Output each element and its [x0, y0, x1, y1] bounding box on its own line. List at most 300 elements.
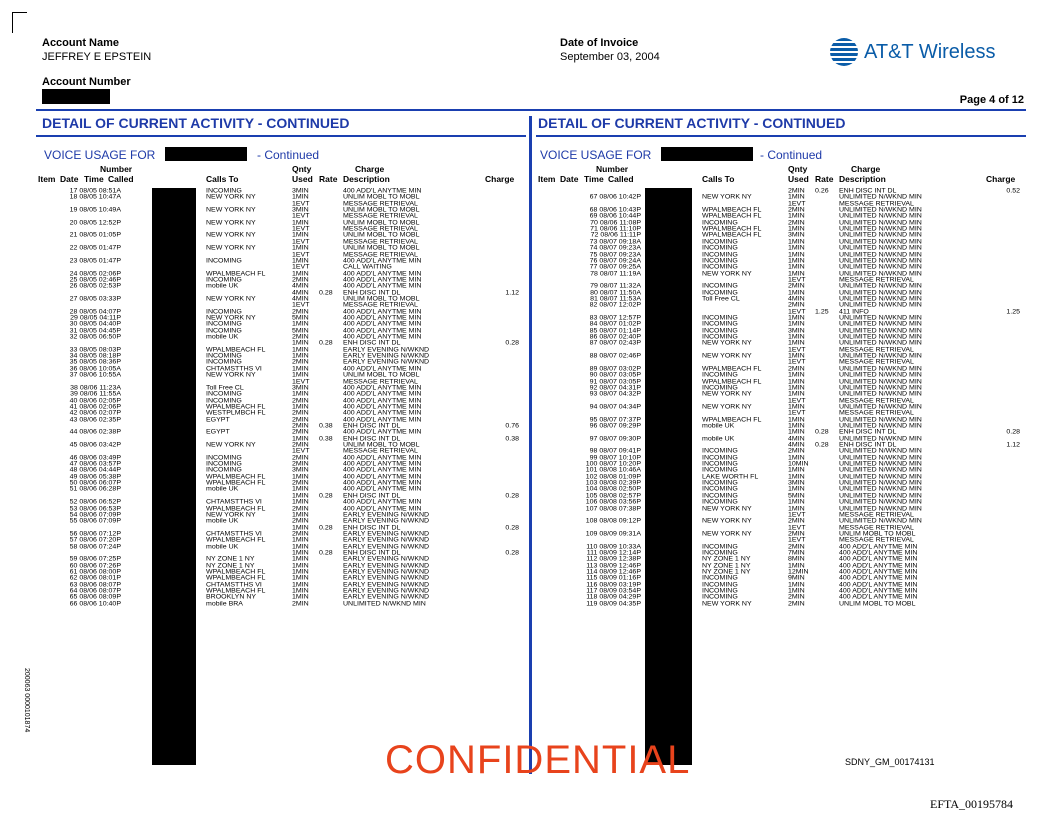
cell-description: UNLIMITED N/WKND MIN: [839, 505, 922, 513]
att-globe-icon: [830, 38, 858, 66]
cell-calls-to: NY ZONE 1 NY: [702, 556, 751, 563]
usage-row: [496, 373, 1026, 379]
cell-used: 2MIN: [292, 334, 309, 341]
cell-description: 400 ADD'L ANYTME MIN: [343, 499, 422, 506]
cell-used: 1EVT: [788, 346, 806, 354]
usage-row: [496, 214, 1026, 220]
cell-used: 1MIN: [292, 372, 309, 379]
cell-calls-to: mobile UK: [702, 423, 735, 430]
cell-used: 1MIN: [292, 194, 309, 201]
cell-item-date-time: 62 08/06 08:01P: [69, 575, 121, 582]
cell-item-date-time: 89 08/07 03:02P: [589, 365, 641, 373]
cell-description: UNLIMITED N/WKND MIN: [839, 302, 922, 309]
cell-item-date-time: 75 08/07 09:23A: [589, 251, 641, 259]
usage-row: [0, 519, 530, 525]
cell-description: UNLIMITED N/WKND MIN: [839, 448, 922, 455]
cell-description: UNLIMITED N/WKND MIN: [839, 238, 922, 246]
cell-calls-to: NEW YORK NY: [206, 315, 256, 322]
rate-header: Rate: [815, 174, 834, 184]
cell-item-date-time: 38 08/06 11:23A: [70, 384, 121, 392]
cell-calls-to: INCOMING: [702, 251, 738, 259]
charge-header: Charge: [986, 174, 1016, 184]
usage-row: [496, 595, 1026, 601]
cell-description: UNLIMITED N/WKND MIN: [839, 245, 922, 252]
cell-item-date-time: 93 08/07 04:32P: [589, 391, 641, 398]
cell-used: 1MIN: [788, 245, 805, 252]
cell-used: 2MIN: [292, 308, 309, 316]
cell-calls-to: INCOMING: [206, 188, 242, 195]
cell-description: 400 ADD'L ANYTME MIN: [839, 562, 918, 570]
cell-used: 1MIN: [292, 537, 309, 544]
cell-description: UNLIMITED N/WKND MIN: [839, 473, 922, 481]
cell-used: 1MIN: [788, 315, 805, 322]
usage-row: [496, 291, 1026, 297]
usage-row: [0, 545, 530, 551]
cell-description: UNLIMITED N/WKND MIN: [839, 270, 922, 278]
usage-row: [496, 468, 1026, 474]
cell-description: UNLIMITED N/WKND MIN: [839, 226, 922, 233]
used-header: Used: [292, 174, 313, 184]
cell-calls-to: WPALMBEACH FL: [206, 473, 266, 481]
time-header: Time: [584, 174, 604, 184]
cell-used: 1MIN: [788, 372, 805, 379]
cell-used: 1MIN: [292, 245, 309, 252]
cell-used: 2MIN: [788, 543, 805, 551]
cell-description: UNLIMITED N/WKND MIN: [839, 372, 922, 379]
cell-calls-to: INCOMING: [702, 550, 738, 557]
usage-row: [496, 602, 1026, 608]
usage-row: [496, 380, 1026, 386]
cell-used: 1MIN: [292, 499, 309, 506]
cell-description: 400 ADD'L ANYTME MIN: [343, 257, 422, 265]
cell-item-date-time: 80 08/07 11:50A: [590, 289, 641, 297]
usage-row: [496, 392, 1026, 398]
left-section-title: DETAIL OF CURRENT ACTIVITY - CONTINUED: [42, 115, 350, 131]
cell-description: 400 ADD'L ANYTME MIN: [343, 429, 422, 436]
cell-item-date-time: 17 08/05 08:51A: [69, 188, 121, 195]
cell-used: 2MIN: [788, 188, 805, 195]
cell-description: UNLIMITED N/WKND MIN: [839, 492, 922, 500]
cell-description: MESSAGE RETRIEVAL: [839, 537, 914, 544]
cell-item-date-time: 101 08/08 10:46A: [585, 467, 641, 474]
cell-description: UNLIM MOBL TO MOBL: [343, 296, 420, 303]
cell-calls-to: INCOMING: [702, 245, 738, 252]
cell-used: 1MIN: [788, 505, 805, 513]
cell-used: 1EVT: [788, 200, 806, 208]
cell-calls-to: mobile UK: [206, 486, 239, 493]
cell-used: 4MIN: [788, 296, 805, 303]
cell-item-date-time: 49 08/06 05:38P: [69, 473, 121, 481]
usage-row: [496, 284, 1026, 290]
cell-used: 1MIN: [292, 219, 309, 227]
cell-calls-to: INCOMING: [702, 257, 738, 265]
calls-to-header: Calls To: [206, 174, 239, 184]
cell-calls-to: CHTAMSTTHS VI: [206, 499, 262, 506]
account-name-label: Account Name: [42, 37, 120, 49]
right-phone-redaction: [661, 147, 753, 161]
cell-item-date-time: 100 08/07 10:20P: [585, 461, 641, 468]
cell-item-date-time: 63 08/06 08:07P: [69, 581, 121, 589]
cell-calls-to: INCOMING: [702, 594, 738, 601]
cell-item-date-time: 64 08/06 08:07P: [69, 588, 121, 595]
cell-calls-to: NEW YORK NY: [206, 372, 256, 379]
cell-item-date-time: 19 08/05 10:49A: [69, 207, 121, 214]
cell-rate: 0.28: [319, 289, 333, 297]
usage-row: [496, 449, 1026, 455]
cell-item-date-time: 118 08/09 04:29P: [586, 594, 641, 601]
cell-item-date-time: 102 08/08 01:09P: [585, 473, 641, 481]
usage-row: [496, 494, 1026, 500]
cell-used: 1MIN: [788, 429, 805, 436]
cell-description: MESSAGE RETRIEVAL: [839, 346, 914, 354]
cell-item-date-time: 91 08/07 03:05P: [589, 378, 641, 386]
cell-calls-to: NEW YORK NY: [702, 600, 752, 608]
cell-calls-to: NEW YORK NY: [206, 207, 256, 214]
usage-row: [496, 430, 1026, 436]
cell-description: 411 INFO: [839, 308, 869, 316]
cell-used: 1MIN: [788, 251, 805, 259]
att-wireless-logo: [830, 38, 996, 66]
cell-used: 1EVT: [292, 226, 310, 233]
cell-item-date-time: 116 08/09 03:19P: [586, 581, 641, 589]
cell-item-date-time: 28 08/05 04:07P: [69, 308, 121, 316]
cell-description: UNLIMITED N/WKND MIN: [839, 257, 922, 265]
usage-row: [496, 583, 1026, 589]
cell-item-date-time: 67 08/06 10:42P: [589, 194, 641, 201]
cell-calls-to: NEW YORK NY: [702, 353, 752, 360]
cell-item-date-time: 51 08/06 06:28P: [69, 486, 121, 493]
cell-calls-to: INCOMING: [702, 486, 738, 493]
cell-calls-to: WPALMBEACH FL: [206, 403, 266, 411]
cell-calls-to: WPALMBEACH FL: [702, 378, 762, 386]
cell-item-date-time: 33 08/05 08:03P: [69, 346, 121, 354]
cell-used: 1MIN: [292, 511, 309, 519]
right-voice-usage-prefix: VOICE USAGE FOR: [540, 148, 652, 162]
rate-header: Rate: [319, 174, 338, 184]
cell-item-date-time: 85 08/07 01:14P: [589, 327, 641, 335]
cell-description: MESSAGE RETRIEVAL: [839, 359, 914, 366]
cell-item-date-time: 119 08/09 04:35P: [586, 600, 641, 608]
cell-description: UNLIMITED N/WKND MIN: [839, 423, 922, 430]
cell-item-date-time: 115 08/09 01:16P: [586, 575, 641, 582]
number-header-top: Number: [100, 164, 133, 174]
cell-calls-to: NEW YORK NY: [206, 511, 256, 519]
usage-row: [496, 411, 1026, 417]
right-usage-table: [496, 189, 1026, 769]
usage-row: [496, 265, 1026, 271]
cell-item-date-time: 22 08/05 01:47P: [69, 245, 121, 252]
cell-description: UNLIM MOBL TO MOBL: [839, 600, 916, 608]
usage-row: [0, 602, 530, 608]
cell-item-date-time: 50 08/06 06:07P: [69, 480, 121, 487]
usage-row: [0, 246, 530, 252]
cell-description: UNLIMITED N/WKND MIN: [839, 213, 922, 220]
cell-item-date-time: 24 08/05 02:06P: [69, 270, 121, 278]
cell-calls-to: WPALMBEACH FL: [206, 270, 266, 278]
cell-used: 1MIN: [788, 226, 805, 233]
cell-description: MESSAGE RETRIEVAL: [343, 200, 418, 208]
cell-item-date-time: 61 08/06 08:00P: [69, 569, 121, 576]
cell-used: 1MIN: [292, 575, 309, 582]
cell-description: ENH DISC INT DL: [343, 435, 401, 443]
item-header: Item: [38, 174, 56, 184]
description-header: Description: [839, 174, 886, 184]
cell-calls-to: INCOMING: [702, 327, 738, 335]
cell-description: EARLY EVENING N/WKND: [343, 530, 430, 538]
cell-item-date-time: 97 08/07 09:30P: [589, 435, 641, 443]
cell-calls-to: WPALMBEACH FL: [702, 207, 762, 214]
cell-rate: 0.28: [319, 524, 333, 532]
charge-header-top: Charge: [851, 164, 881, 174]
usage-row: [496, 487, 1026, 493]
cell-calls-to: NY ZONE 1 NY: [206, 562, 255, 570]
cell-description: UNLIM MOBL TO MOBL: [839, 530, 916, 538]
cell-used: 1EVT: [292, 264, 310, 271]
cell-used: 1EVT: [292, 213, 310, 220]
cell-description: MESSAGE RETRIEVAL: [839, 410, 914, 417]
cell-calls-to: WPALMBEACH FL: [702, 213, 762, 220]
cell-used: 1EVT: [292, 378, 310, 386]
cell-used: 5MIN: [292, 327, 309, 335]
cell-used: 2MIN: [788, 207, 805, 214]
cell-item-date-time: 69 08/06 10:44P: [589, 213, 641, 220]
cell-description: ENH DISC INT DL: [839, 442, 897, 449]
cell-used: 1MIN: [292, 270, 309, 278]
cell-item-date-time: 82 08/07 12:02P: [589, 302, 641, 309]
cell-description: 400 ADD'L ANYTME MIN: [343, 270, 422, 278]
cell-description: UNLIMITED N/WKND MIN: [839, 384, 922, 392]
cell-item-date-time: 79 08/07 11:32A: [590, 283, 641, 290]
cell-used: 8MIN: [788, 556, 805, 563]
cell-description: 400 ADD'L ANYTME MIN: [343, 365, 422, 373]
date-header: Date: [560, 174, 579, 184]
cell-item-date-time: 90 08/07 03:05P: [589, 372, 641, 379]
cell-calls-to: Toll Free CL: [206, 384, 244, 392]
cell-description: MESSAGE RETRIEVAL: [839, 276, 914, 284]
cell-description: 400 ADD'L ANYTME MIN: [343, 391, 422, 398]
cell-item-date-time: 56 08/06 07:12P: [69, 530, 121, 538]
cell-description: UNLIMITED N/WKND MIN: [839, 391, 922, 398]
cell-item-date-time: 92 08/07 04:31P: [589, 384, 641, 392]
cell-description: ENH DISC INT DL: [343, 340, 401, 347]
page-number: Page 4 of 12: [959, 94, 1024, 106]
cell-calls-to: NEW YORK NY: [206, 219, 256, 227]
cell-used: 1MIN: [788, 334, 805, 341]
cell-used: 1MIN: [292, 594, 309, 601]
cell-calls-to: NY ZONE 1 NY: [702, 569, 751, 576]
cell-charge: 0.38: [505, 435, 519, 443]
cell-calls-to: INCOMING: [702, 467, 738, 474]
cell-used: 2MIN: [292, 530, 309, 538]
cell-rate: 0.28: [319, 492, 333, 500]
cell-calls-to: LAKE WORTH FL: [702, 473, 759, 481]
cell-item-date-time: 37 08/06 10:55A: [69, 372, 121, 379]
cell-item-date-time: 53 08/06 06:53P: [69, 505, 121, 513]
cell-calls-to: INCOMING: [702, 499, 738, 506]
right-voice-usage-suffix: - Continued: [760, 148, 823, 162]
cell-charge: 0.28: [1006, 429, 1020, 436]
cell-used: 4MIN: [292, 296, 309, 303]
cell-description: UNLIMITED N/WKND MIN: [839, 454, 922, 462]
cell-used: 1MIN: [292, 353, 309, 360]
cell-used: 2MIN: [292, 423, 309, 430]
cell-calls-to: INCOMING: [702, 283, 738, 290]
cell-description: UNLIMITED N/WKND MIN: [839, 378, 922, 386]
cell-used: 3MIN: [788, 327, 805, 335]
cell-used: 2MIN: [292, 454, 309, 462]
cell-used: 1MIN: [292, 588, 309, 595]
usage-row: [0, 373, 530, 379]
usage-row: [496, 519, 1026, 525]
cell-description: 400 ADD'L ANYTME MIN: [343, 461, 422, 468]
cell-item-date-time: 42 08/06 02:07P: [69, 410, 121, 417]
cell-used: 1MIN: [788, 499, 805, 506]
usage-row: [496, 367, 1026, 373]
cell-used: 1MIN: [292, 435, 309, 443]
cell-item-date-time: 35 08/05 08:36P: [69, 359, 121, 366]
cell-item-date-time: 70 08/06 11:08P: [590, 219, 641, 227]
cell-used: 2MIN: [788, 594, 805, 601]
cell-used: 1MIN: [788, 194, 805, 201]
cell-description: 400 ADD'L ANYTME MIN: [343, 308, 422, 316]
cell-calls-to: WPALMBEACH FL: [702, 232, 762, 239]
cell-calls-to: NEW YORK NY: [702, 270, 752, 278]
cell-rate: 0.38: [319, 423, 333, 430]
cell-used: 2MIN: [292, 461, 309, 468]
left-voice-usage-suffix: - Continued: [257, 148, 320, 162]
left-column-headers: [0, 165, 530, 187]
cell-description: 400 ADD'L ANYTME MIN: [343, 327, 422, 335]
cell-used: 1MIN: [788, 391, 805, 398]
crop-corner-mark: [12, 12, 27, 33]
cell-used: 3MIN: [292, 467, 309, 474]
cell-used: 1MIN: [292, 473, 309, 481]
cell-description: CALL WAITING: [343, 264, 392, 271]
cell-item-date-time: 104 08/08 02:50P: [585, 486, 641, 493]
number-header-top: Number: [596, 164, 629, 174]
cell-used: 1EVT: [292, 251, 310, 259]
cell-used: 2MIN: [788, 365, 805, 373]
cell-calls-to: INCOMING: [702, 384, 738, 392]
usage-row: [496, 576, 1026, 582]
cell-used: 2MIN: [788, 448, 805, 455]
cell-used: 1MIN: [788, 289, 805, 297]
cell-item-date-time: 29 08/05 04:11P: [70, 315, 121, 322]
cell-description: 400 ADD'L ANYTME MIN: [839, 581, 918, 589]
cell-used: 12MIN: [788, 569, 809, 576]
cell-calls-to: INCOMING: [702, 575, 738, 582]
cell-used: 1EVT: [292, 238, 310, 246]
cell-used: 5MIN: [788, 492, 805, 500]
cell-description: UNLIMITED N/WKND MIN: [839, 365, 922, 373]
cell-description: UNLIM MOBL TO MOBL: [343, 219, 420, 227]
cell-description: UNLIMITED N/WKND MIN: [839, 340, 922, 347]
cell-description: UNLIM MOBL TO MOBL: [343, 372, 420, 379]
cell-description: MESSAGE RETRIEVAL: [343, 448, 418, 455]
cell-description: 400 ADD'L ANYTME MIN: [839, 543, 918, 551]
cell-item-date-time: 66 08/06 10:40P: [69, 600, 121, 608]
cell-description: UNLIM MOBL TO MOBL: [343, 245, 420, 252]
usage-row: [496, 437, 1026, 443]
cell-calls-to: INCOMING: [206, 308, 242, 316]
cell-used: 2MIN: [788, 530, 805, 538]
cell-description: UNLIM MOBL TO MOBL: [343, 442, 420, 449]
cell-item-date-time: 111 08/09 12:14P: [586, 550, 641, 557]
cell-used: 1EVT: [292, 302, 310, 309]
cell-used: 3MIN: [292, 207, 309, 214]
cell-description: UNLIMITED N/WKND MIN: [839, 353, 922, 360]
calls-to-header: Calls To: [702, 174, 735, 184]
cell-calls-to: CHTAMSTTHS VI: [206, 365, 262, 373]
cell-rate: 0.28: [319, 550, 333, 557]
cell-used: 1MIN: [292, 550, 309, 557]
cell-used: 1MIN: [788, 588, 805, 595]
right-section-title: DETAIL OF CURRENT ACTIVITY - CONTINUED: [538, 115, 846, 131]
cell-description: EARLY EVENING N/WKND: [343, 588, 430, 595]
cell-calls-to: INCOMING: [702, 448, 738, 455]
cell-description: MESSAGE RETRIEVAL: [839, 511, 914, 519]
cell-description: EARLY EVENING N/WKND: [343, 346, 430, 354]
cell-calls-to: WPALMBEACH FL: [702, 365, 762, 373]
cell-used: 1MIN: [788, 321, 805, 328]
cell-calls-to: NEW YORK NY: [702, 518, 752, 525]
cell-description: 400 ADD'L ANYTME MIN: [343, 403, 422, 411]
usage-row: [496, 513, 1026, 519]
cell-description: UNLIMITED N/WKND MIN: [839, 480, 922, 487]
cell-calls-to: CHTAMSTTHS VI: [206, 530, 262, 538]
cell-calls-to: INCOMING: [206, 454, 242, 462]
cell-used: 1EVT: [788, 511, 806, 519]
cell-rate: 0.28: [319, 340, 333, 347]
cell-description: UNLIMITED N/WKND MIN: [839, 403, 922, 411]
usage-row: [496, 303, 1026, 309]
cell-used: 10MIN: [788, 461, 809, 468]
cell-description: UNLIMITED N/WKND MIN: [839, 321, 922, 328]
cell-item-date-time: 98 08/07 09:41P: [589, 448, 641, 455]
cell-item-date-time: 108 08/08 09:12P: [585, 518, 641, 525]
cell-calls-to: INCOMING: [702, 461, 738, 468]
cell-used: 2MIN: [788, 600, 805, 608]
cell-description: UNLIMITED N/WKND MIN: [839, 264, 922, 271]
usage-row: [496, 246, 1026, 252]
cell-item-date-time: 65 08/06 08:09P: [69, 594, 121, 601]
cell-description: 400 ADD'L ANYTME MIN: [343, 505, 422, 513]
cell-calls-to: INCOMING: [702, 581, 738, 589]
usage-row: [496, 202, 1026, 208]
cell-description: EARLY EVENING N/WKND: [343, 543, 430, 551]
cell-description: MESSAGE RETRIEVAL: [343, 226, 418, 233]
cell-description: MESSAGE RETRIEVAL: [343, 302, 418, 309]
cell-calls-to: INCOMING: [206, 467, 242, 474]
cell-used: 1EVT: [788, 397, 806, 405]
cell-item-date-time: 74 08/07 09:23A: [589, 245, 641, 252]
cell-description: 400 ADD'L ANYTME MIN: [343, 188, 422, 195]
cell-description: UNLIMITED N/WKND MIN: [343, 600, 426, 608]
cell-used: 1EVT: [788, 359, 806, 366]
cell-description: MESSAGE RETRIEVAL: [839, 200, 914, 208]
header-rule: [36, 109, 1026, 111]
cell-item-date-time: 72 08/06 11:11P: [590, 232, 641, 239]
usage-row: [496, 418, 1026, 424]
cell-item-date-time: 21 08/05 01:05P: [69, 232, 121, 239]
usage-row: [496, 500, 1026, 506]
cell-charge: 0.28: [505, 550, 519, 557]
cell-item-date-time: 86 08/07 02:40P: [589, 334, 641, 341]
cell-calls-to: INCOMING: [702, 334, 738, 341]
cell-calls-to: WPALMBEACH FL: [206, 575, 266, 582]
cell-calls-to: INCOMING: [702, 219, 738, 227]
cell-calls-to: WPALMBEACH FL: [206, 588, 266, 595]
